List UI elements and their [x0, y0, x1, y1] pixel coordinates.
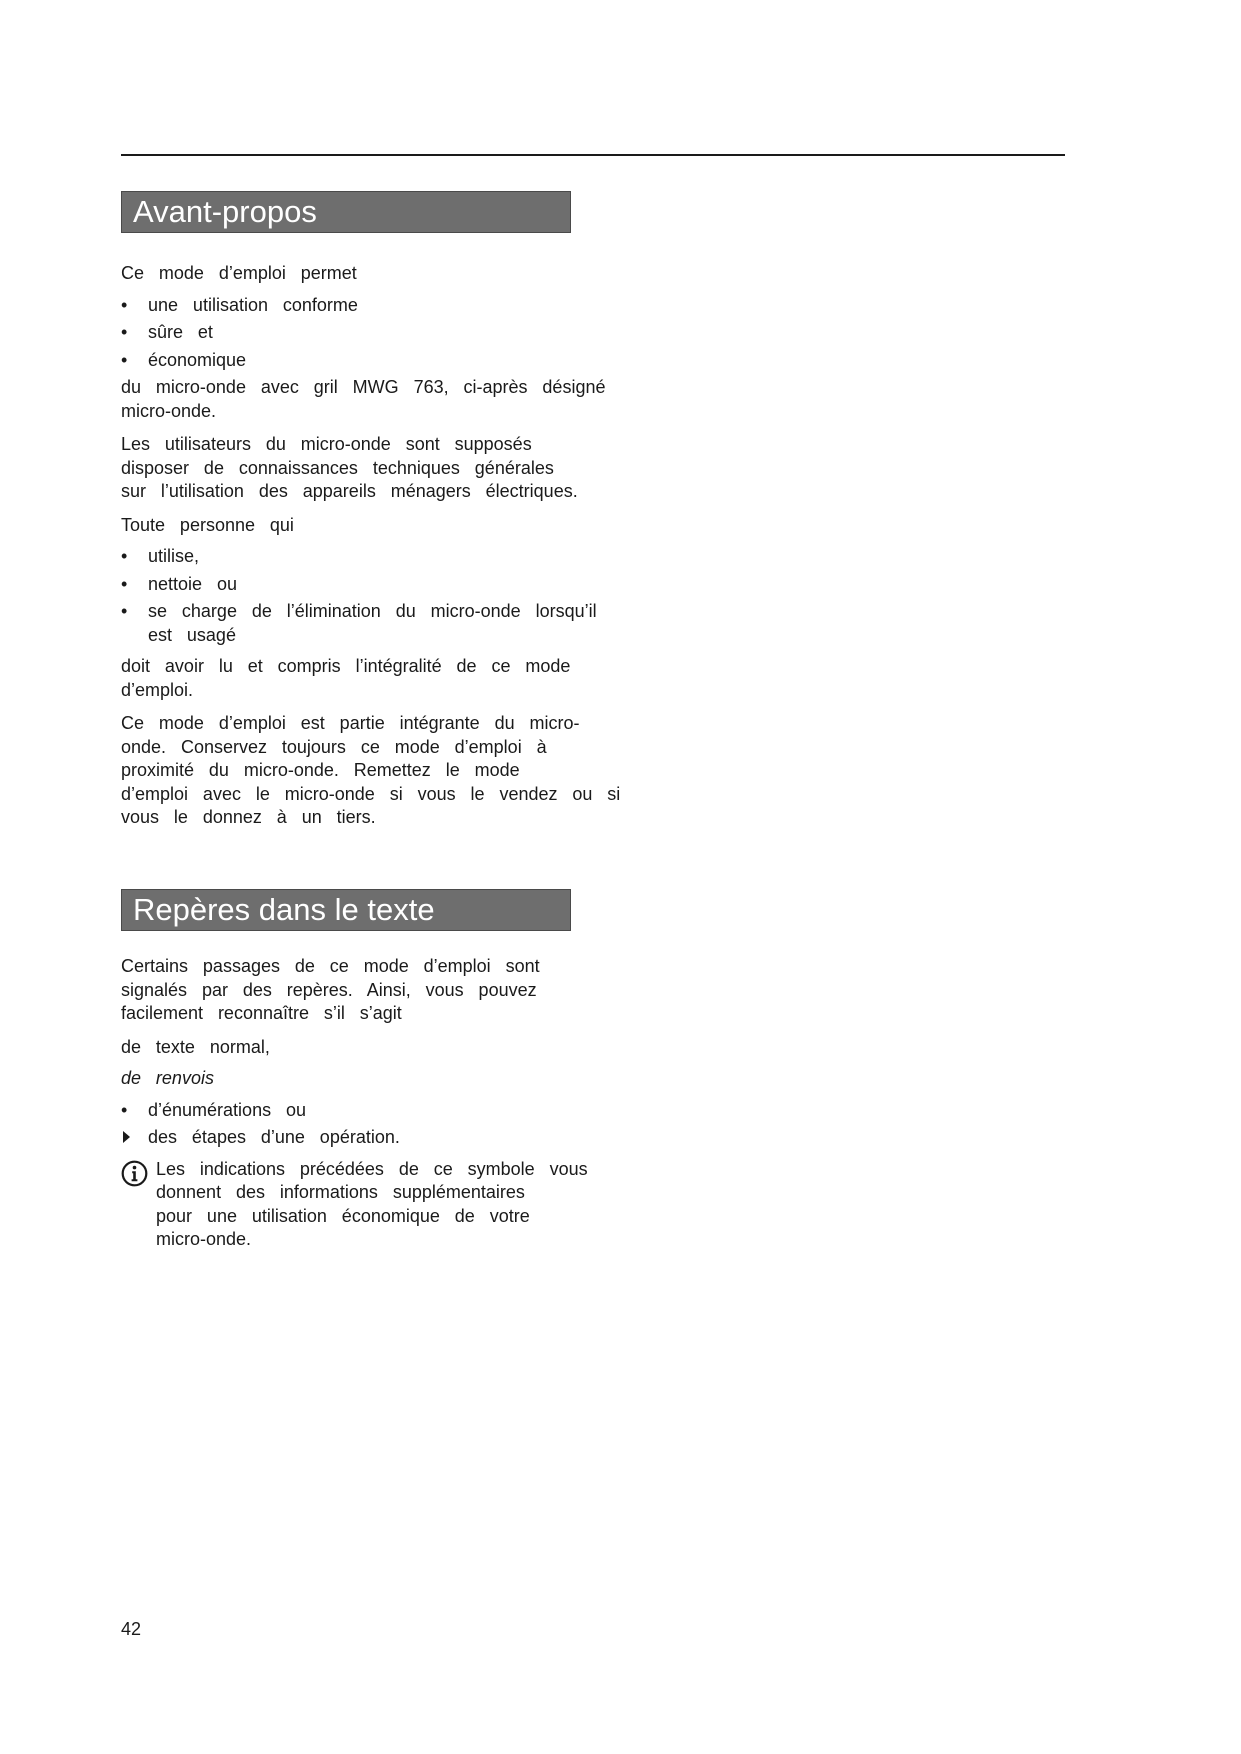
paragraph-line: micro-onde.	[121, 400, 217, 421]
step-arrow-icon	[123, 1131, 130, 1143]
list-item: • nettoie ou	[121, 573, 721, 597]
paragraph-line: Les utilisateurs du micro-onde sont supposés	[121, 434, 532, 454]
list-item: • sûre et	[121, 321, 721, 345]
step-example	[121, 1126, 721, 1150]
info-icon	[121, 1160, 148, 1187]
list-item: • économique	[121, 349, 721, 373]
cross-reference-example: de renvois	[121, 1068, 214, 1088]
info-line: pour une utilisation économique de votre	[156, 1205, 530, 1226]
section-reperes	[121, 955, 721, 1252]
intro-text: Ce mode d’emploi permet	[121, 263, 357, 283]
page-number: 42	[121, 1619, 142, 1639]
paragraph-line: signalés par des repères. Ainsi, vous pouvez	[121, 979, 537, 1000]
paragraph-line: onde. Conservez toujours ce mode d’emploi à	[121, 736, 547, 757]
paragraph-line: Ce mode d’emploi est partie intégrante du micro-	[121, 713, 580, 733]
paragraph-line: du micro-onde avec gril MWG 763, ci-après désigné	[121, 377, 606, 397]
purpose-list	[121, 294, 721, 373]
top-rule	[121, 154, 1065, 156]
paragraph-line: Toute personne qui	[121, 514, 294, 535]
paragraph-line: d’emploi avec le micro-onde si vous le vendez ou si	[121, 783, 621, 804]
paragraph-line: d’emploi.	[121, 679, 194, 700]
heading-reperes: Repères dans le texte	[121, 889, 571, 931]
step-text: des étapes d’une opération.	[148, 1127, 400, 1147]
list-item-continuation: est usagé	[148, 624, 236, 645]
list-item: • une utilisation conforme	[121, 294, 721, 318]
paragraph-line: doit avoir lu et compris l’intégralité de ce mode	[121, 656, 571, 676]
normal-text-example: de texte normal,	[121, 1036, 270, 1057]
list-item: • utilise,	[121, 545, 721, 569]
info-line: Les indications précédées de ce symbole vous	[156, 1158, 588, 1179]
paragraph-line: Certains passages de ce mode d’emploi sont	[121, 956, 540, 976]
paragraph-line: vous le donnez à un tiers.	[121, 807, 376, 827]
info-note	[121, 1158, 721, 1252]
list-item: • se charge de l’élimination du micro-onde lorsqu’il	[121, 600, 721, 624]
paragraph-line: disposer de connaissances techniques générales	[121, 457, 554, 478]
paragraph-line: sur l’utilisation des appareils ménagers électriques.	[121, 481, 578, 501]
paragraph-line: proximité du micro-onde. Remettez le mode	[121, 760, 520, 780]
info-line: donnent des informations supplémentaires	[156, 1182, 525, 1202]
enumeration-example	[121, 1099, 721, 1123]
info-line: micro-onde.	[156, 1229, 252, 1249]
paragraph-line: facilement reconnaître s’il s’agit	[121, 1003, 402, 1023]
section-avant-propos	[121, 262, 721, 830]
heading-avant-propos: Avant-propos	[121, 191, 571, 233]
list-item: • d’énumérations ou	[121, 1099, 721, 1123]
persons-list	[121, 545, 721, 624]
